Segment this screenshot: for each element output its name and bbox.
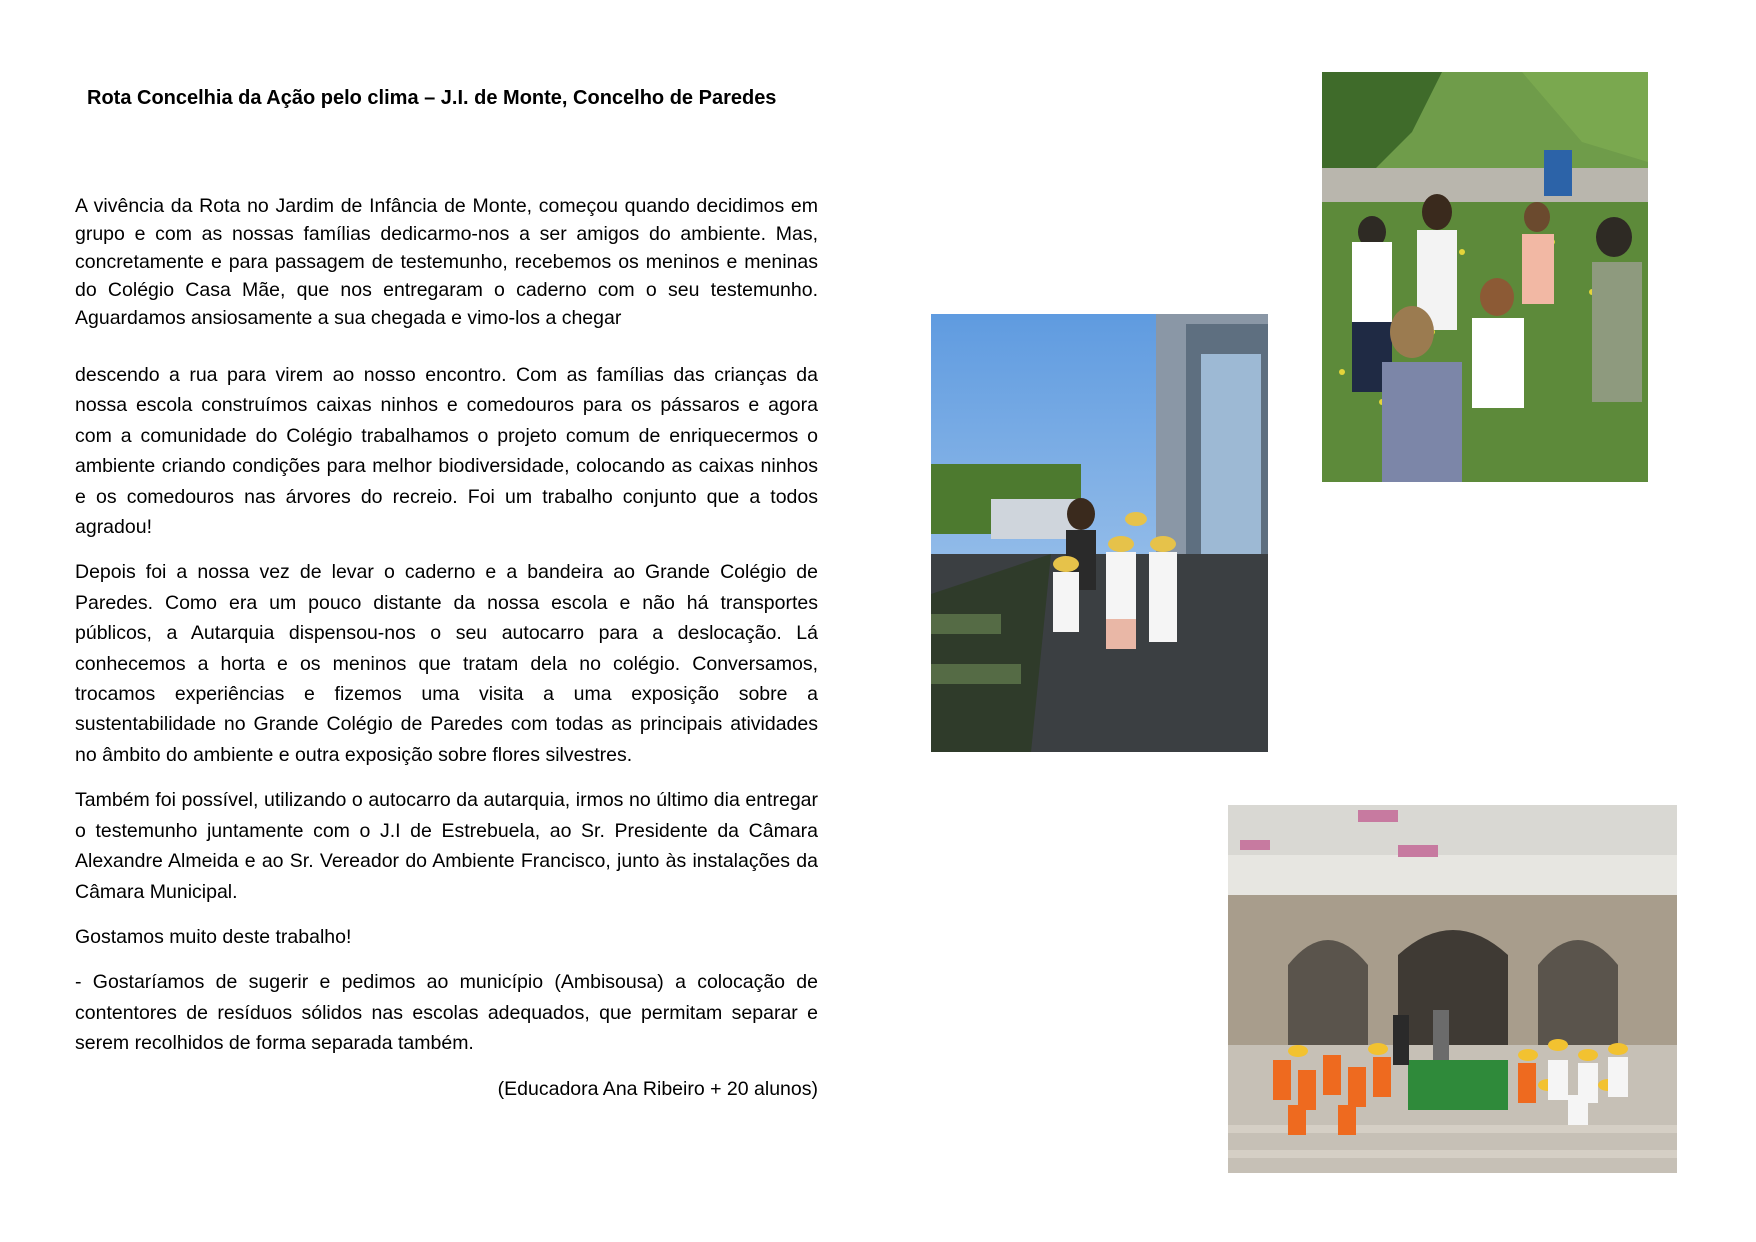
photo-children-in-garden-image — [1322, 72, 1648, 482]
signature: (Educadora Ana Ribeiro + 20 alunos) — [497, 1077, 818, 1100]
photo-children-in-garden — [1322, 72, 1648, 482]
article-body — [75, 192, 818, 1104]
photo-group-at-town-hall — [1228, 805, 1677, 1173]
photo-children-by-school-building — [931, 314, 1268, 752]
paragraph-conclusion: Gostamos muito deste trabalho! — [75, 925, 352, 948]
paragraph-suggestion: - Gostaríamos de sugerir e pedimos ao município (Ambisousa) a colocação de contentores de resíduos sólidos nas escolas adequados, que permitam separar e serem recolhidos de forma separada também. — [75, 971, 818, 1055]
paragraph-camara-municipal: Também foi possível, utilizando o autocarro da autarquia, irmos no último dia entregar o testemunho juntamente com o J.I de Estrebuela, ao Sr. Presidente da Câmara Alexandre Almeida e ao Sr. Vereador do Ambiente Francisco, junto às instalações da Câmara Municipal. — [75, 789, 818, 903]
paragraph-nest-boxes: descendo a rua para virem ao nosso encontro. Com as famílias das crianças da nossa escola construímos caixas ninhos e comedouros para os pássaros e agora com a comunidade do Colégio trabalhamos o projeto comum de enriquecermos o ambiente criando condições para melhor biodiversidade, colocando as caixas ninhos e os comedouros nas árvores do recreio. Foi um trabalho conjunto que a todos agradou! — [75, 364, 818, 539]
paragraph-grande-colegio: Depois foi a nossa vez de levar o caderno e a bandeira ao Grande Colégio de Paredes. Como era um pouco distante da nossa escola e não há transportes públicos, a Autarquia dispensou-nos o seu autocarro para a deslocação. Lá conhecemos a horta e os meninos que tratam dela no colégio. Conversamos, trocamos experiências e fizemos uma visita a uma exposição sobre a sustentabilidade no Grande Colégio de Paredes com todas as principais atividades no âmbito do ambiente e outra exposição sobre flores silvestres. — [75, 561, 818, 766]
paragraph-intro: A vivência da Rota no Jardim de Infância de Monte, começou quando decidimos em grupo e com as nossas famílias dedicarmo-nos a ser amigos do ambiente. Mas, concretamente e para passagem de testemunho, recebemos os meninos e meninas do Colégio Casa Mãe, que nos entregaram o caderno com o seu testemunho. Aguardamos ansiosamente a sua chegada e vimo-los a chegar — [75, 195, 818, 329]
document-title: Rota Concelhia da Ação pelo clima – J.I. de Monte, Concelho de Paredes — [87, 87, 777, 109]
photo-children-by-school-building-image — [931, 314, 1268, 752]
photo-group-at-town-hall-image — [1228, 805, 1677, 1173]
